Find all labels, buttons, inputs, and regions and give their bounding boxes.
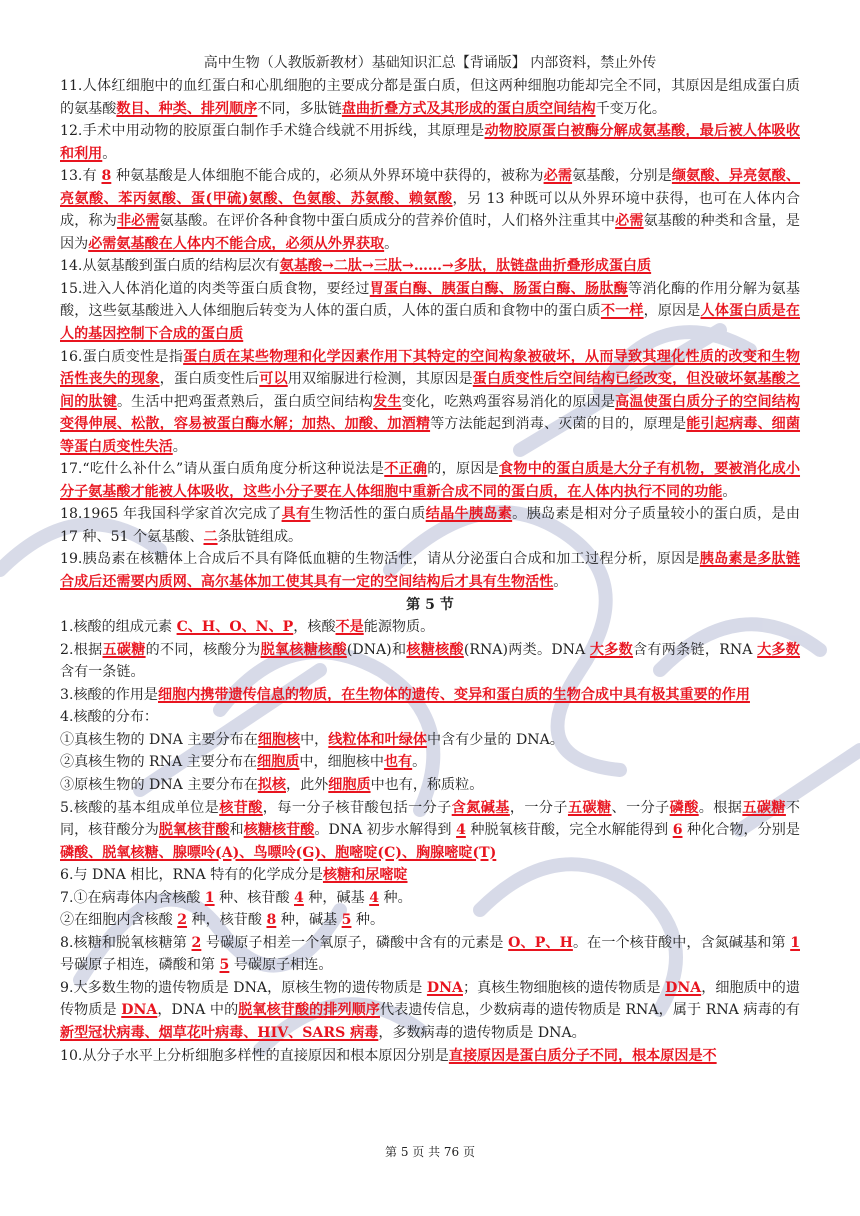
answer-highlight: 核糖核苷酸 bbox=[243, 822, 315, 839]
text-run: 10.从分子水平上分析细胞多样性的直接原因和根本原因分别是 bbox=[60, 1047, 449, 1064]
text-run: 号碳原子相差一个氧原子，磷酸中含有的元素是 bbox=[201, 934, 509, 951]
text-run: ，另 13 种既可以从外界环境中获得，也可在人体内合成，称为 bbox=[60, 190, 800, 230]
answer-highlight: 具有 bbox=[281, 506, 311, 523]
text-run: 18.1965 年我国科学家首次完成了 bbox=[60, 506, 282, 523]
paragraph bbox=[60, 503, 800, 548]
text-run: ；真核生物细胞核的遗传物质是 bbox=[462, 979, 666, 996]
text-run: 1.核酸的组成元素 bbox=[60, 619, 177, 636]
answer-highlight: O、P、H bbox=[508, 934, 573, 951]
answer-highlight: 拟核 bbox=[257, 776, 286, 793]
answer-highlight: 缬氨酸、异亮氨酸、亮氨酸、苯丙氨酸、蛋(甲硫)氨酸、色氨酸、苏氨酸、赖氨酸 bbox=[60, 168, 801, 207]
answer-highlight: 人体蛋白质是在人的基因控制下合成的蛋白质 bbox=[60, 303, 801, 343]
answer-highlight: 可以 bbox=[259, 371, 288, 388]
text-run: 生物活性的蛋白质 bbox=[310, 506, 426, 523]
answer-highlight: 盘曲折叠方式及其形成的蛋白质空间结构 bbox=[341, 100, 596, 117]
answer-highlight: 核苷酸 bbox=[219, 799, 263, 816]
text-run: 不同，多肽链 bbox=[257, 100, 342, 117]
text-run: 9.大多数生物的遗传物质是 DNA，原核生物的遗传物质是 bbox=[60, 979, 427, 996]
text-run: 13.有 bbox=[60, 168, 102, 185]
answer-highlight: 脱氧核糖核酸 bbox=[260, 641, 347, 658]
text-run: (RNA)两类。DNA bbox=[463, 641, 590, 658]
answer-highlight: DNA bbox=[665, 979, 702, 996]
text-run: 14.从氨基酸到蛋白质的结构层次有 bbox=[60, 258, 280, 275]
text-run: 12.手术中用动物的胶原蛋白制作手术缝合线就不用拆线，其原理是 bbox=[60, 123, 485, 140]
answer-highlight: 脱氧核苷酸 bbox=[158, 822, 230, 839]
text-run: 17.“吃什么补什么”请从蛋白质角度分析这种说法是 bbox=[60, 461, 385, 478]
text-run: 3.核酸的作用是 bbox=[60, 686, 159, 703]
paragraph bbox=[60, 278, 800, 346]
text-run: 5.核酸的基本组成单位是 bbox=[60, 799, 220, 816]
text-run: 用双缩脲进行检测，其原因是 bbox=[287, 371, 473, 388]
answer-highlight: 4 bbox=[369, 889, 379, 906]
answer-highlight: 不是 bbox=[335, 619, 364, 636]
answer-highlight: 细胞核 bbox=[257, 731, 301, 748]
paragraph bbox=[60, 346, 800, 459]
paragraph bbox=[60, 255, 800, 278]
answer-highlight: 6 bbox=[672, 822, 683, 839]
answer-highlight: 数目、种类、排列顺序 bbox=[116, 100, 258, 117]
text-run: 号碳原子相连，磷酸和第 bbox=[60, 957, 220, 974]
answer-highlight: C、H、O、N、P bbox=[176, 619, 294, 636]
text-run: 。 bbox=[172, 438, 187, 455]
answer-highlight: 必需 bbox=[543, 168, 573, 185]
text-run: 。 bbox=[384, 235, 399, 252]
answer-highlight: 必需氨基酸在人体内不能合成，必须从外界获取 bbox=[88, 235, 385, 252]
text-run: ，每一分子核苷酸包括一分子 bbox=[262, 799, 452, 816]
answer-highlight: 4 bbox=[456, 822, 466, 839]
answer-highlight: 五碳糖 bbox=[102, 641, 146, 658]
text-run: 种，碱基 bbox=[303, 889, 370, 906]
text-run: 等消化酶的作用分解为氨基酸，这些氨基酸进入人体细胞后转变为人体的蛋白质，人体的蛋白质和食物中的蛋白质 bbox=[60, 280, 800, 320]
answer-highlight: 食物中的蛋白质是大分子有机物，要被消化成小分子氨基酸才能被人体吸收，这些小分子要在人体细胞中重新合成不同的蛋白质，在人体内执行不同的功能 bbox=[60, 461, 801, 500]
text-run: 种。 bbox=[379, 889, 412, 906]
text-run: 7.①在病毒体内含核酸 bbox=[60, 889, 205, 906]
answer-highlight: 五碳糖 bbox=[742, 799, 786, 816]
answer-highlight: 1 bbox=[204, 889, 215, 906]
text-run: 11.人体红细胞中的血红蛋白和心肌细胞的主要成分都是蛋白质，但这两种细胞功能却完全不同，其原因是组成蛋白质的氨基酸 bbox=[60, 78, 800, 117]
answer-highlight: 能引起病毒、细菌等蛋白质变性失活 bbox=[60, 416, 801, 455]
text-run: 中， bbox=[300, 731, 329, 748]
answer-highlight: 磷酸 bbox=[669, 799, 699, 816]
paragraph bbox=[60, 458, 800, 503]
answer-highlight: 5 bbox=[219, 957, 230, 974]
text-run: 6.与 DNA 相比，RNA 特有的化学成分是 bbox=[60, 867, 323, 884]
text-run: 代表遗传信息，少数病毒的遗传物质是 RNA，属于 RNA 病毒的有 bbox=[379, 1002, 801, 1019]
answer-highlight: 核糖核酸 bbox=[406, 641, 464, 658]
document-body bbox=[60, 75, 800, 1067]
answer-highlight: 二 bbox=[203, 528, 218, 545]
answer-highlight: 高温使蛋白质分子的空间结构变得伸展、松散，容易被蛋白酶水解；加热、加酸、加酒精 bbox=[60, 393, 801, 433]
text-run: 。生活中把鸡蛋煮熟后，蛋白质空间结构 bbox=[116, 393, 374, 410]
text-run: 15.进入人体消化道的肉类等蛋白质食物，要经过 bbox=[60, 280, 370, 297]
text-run: 8.核糖和脱氧核糖第 bbox=[60, 934, 192, 951]
answer-highlight: 脱氧核苷酸的排列顺序 bbox=[238, 1002, 380, 1019]
text-run: 。 bbox=[553, 574, 568, 591]
answer-highlight: 直接原因是蛋白质分子不同，根本原因是不 bbox=[448, 1047, 717, 1064]
text-run: 种化合物，分别是 bbox=[682, 822, 801, 839]
text-run: 16.蛋白质变性是指 bbox=[60, 348, 184, 365]
answer-highlight: 动物胶原蛋白被酶分解成氨基酸，最后被人体吸收和利用 bbox=[60, 123, 800, 162]
text-run: 、一分子 bbox=[611, 799, 670, 816]
text-run: ②在细胞内含核酸 bbox=[60, 912, 178, 929]
text-run: 号碳原子相连。 bbox=[229, 957, 333, 974]
text-run: 氨基酸的种类和含量，是因为 bbox=[60, 213, 801, 252]
text-run: 千变万化。 bbox=[595, 100, 667, 117]
text-run: 。 bbox=[102, 145, 117, 162]
text-run: 不同，核苷酸分为 bbox=[60, 799, 801, 839]
page-header: 高中生物（人教版新教材）基础知识汇总【背诵版】 内部资料，禁止外传 bbox=[203, 55, 657, 71]
text-run: ，细胞质中的遗传物质是 bbox=[60, 979, 801, 1019]
page-footer: 第 5 页 共 76 页 bbox=[385, 1145, 475, 1159]
paragraph bbox=[60, 120, 800, 165]
text-run: 。在一个核苷酸中，含氮碱基和第 bbox=[572, 934, 791, 951]
text-run: ③原核生物的 DNA 主要分布在 bbox=[60, 776, 258, 793]
text-run: 4.核酸的分布： bbox=[60, 709, 159, 726]
text-run: 种。 bbox=[351, 912, 385, 929]
paragraph bbox=[60, 1045, 800, 1068]
text-run: 变化，吃熟鸡蛋容易消化的原因是 bbox=[401, 393, 616, 410]
paragraph bbox=[60, 616, 800, 639]
paragraph bbox=[60, 548, 800, 593]
answer-highlight: 4 bbox=[294, 889, 304, 906]
text-run: 等方法能起到消毒、灭菌的目的，原理是 bbox=[430, 416, 687, 433]
text-run: ，原因是 bbox=[643, 303, 701, 320]
text-run: ，多数病毒的遗传物质是 DNA。 bbox=[378, 1024, 586, 1041]
text-run: ，核酸 bbox=[293, 619, 336, 636]
paragraph bbox=[60, 977, 800, 1045]
text-run: 的，原因是 bbox=[427, 461, 500, 478]
text-run: 种、核苷酸 bbox=[214, 889, 295, 906]
text-run: 含有一条链。 bbox=[60, 664, 145, 681]
text-run: 第 5 节 bbox=[406, 596, 454, 613]
text-run: 。 bbox=[722, 483, 737, 500]
text-run: ，蛋白质变性后 bbox=[159, 371, 260, 388]
text-run: ，一分子 bbox=[509, 799, 568, 816]
answer-highlight: 蛋白质在某些物理和化学因素作用下其特定的空间构象被破坏，从而导致其理化性质的改变和生物活性丧失的现象 bbox=[60, 348, 800, 388]
text-run: ，DNA 中的 bbox=[157, 1002, 239, 1019]
text-run: 中含有少量的 DNA。 bbox=[426, 731, 564, 748]
answer-highlight: 非必需 bbox=[116, 213, 160, 230]
answer-highlight: 胰岛素是多肽链合成后还需要内质网、高尔基体加工使其具有一定的空间结构后才具有生物活性 bbox=[60, 551, 800, 591]
paragraph bbox=[60, 909, 800, 932]
paragraph bbox=[60, 774, 800, 797]
section-title bbox=[60, 594, 800, 617]
text-run: 中，细胞核中 bbox=[299, 754, 384, 771]
text-run: 能源物质。 bbox=[363, 619, 435, 636]
paragraph bbox=[60, 887, 800, 910]
paragraph bbox=[60, 165, 800, 255]
paragraph bbox=[60, 864, 800, 887]
paragraph bbox=[60, 932, 800, 977]
text-run: 种氨基酸是人体细胞不能合成的，必须从外界环境中获得的，被称为 bbox=[111, 168, 544, 185]
answer-highlight: 5 bbox=[341, 912, 352, 929]
answer-highlight: 也有 bbox=[383, 754, 413, 771]
text-run: 。 bbox=[412, 754, 427, 771]
text-run: ①真核生物的 DNA 主要分布在 bbox=[60, 731, 258, 748]
text-run: 氨基酸，分别是 bbox=[572, 168, 672, 185]
answer-highlight: 不正确 bbox=[384, 461, 428, 478]
answer-highlight: 结晶牛胰岛素 bbox=[425, 506, 513, 523]
answer-highlight: 细胞内携带遗传信息的物质，在生物体的遗传、变异和蛋白质的生物合成中具有极其重要的作用 bbox=[158, 686, 750, 703]
text-run: 。DNA 初步水解得到 bbox=[314, 822, 457, 839]
answer-highlight: 五碳糖 bbox=[567, 799, 612, 816]
text-run: ，此外 bbox=[286, 776, 329, 793]
paragraph bbox=[60, 639, 800, 684]
text-run: 19.胰岛素在核糖体上合成后不具有降低血糖的生物活性，请从分泌蛋白合成和加工过程分析，原因是 bbox=[60, 551, 700, 568]
text-run: 种脱氧核苷酸，完全水解能得到 bbox=[465, 822, 673, 839]
paragraph bbox=[60, 706, 800, 729]
text-run: ②真核生物的 RNA 主要分布在 bbox=[60, 754, 258, 771]
paragraph bbox=[60, 797, 800, 865]
answer-highlight: 2 bbox=[191, 934, 202, 951]
text-run: 种，核苷酸 bbox=[187, 912, 267, 929]
answer-highlight: 含氮碱基 bbox=[451, 799, 510, 816]
answer-highlight: 新型冠状病毒、烟草花叶病毒、HIV、SARS 病毒 bbox=[60, 1024, 379, 1041]
text-run: 2.根据 bbox=[60, 641, 103, 658]
paragraph bbox=[60, 729, 800, 752]
text-run: 氨基酸。在评价各种食物中蛋白质成分的营养价值时，人们格外注重其中 bbox=[159, 213, 616, 230]
text-run: 含有两条链，RNA bbox=[633, 641, 758, 658]
answer-highlight: 不一样 bbox=[600, 303, 644, 320]
text-run: 和 bbox=[229, 822, 244, 839]
answer-highlight: 发生 bbox=[373, 393, 402, 410]
text-run: 的不同，核酸分为 bbox=[145, 641, 261, 658]
answer-highlight: 必需 bbox=[615, 213, 644, 230]
text-run: 中也有，称质粒。 bbox=[370, 776, 484, 793]
answer-highlight: 8 bbox=[101, 168, 112, 185]
text-run: 。胰岛素是相对分子质量较小的蛋白质，是由 17 种、51 个氨基酸、 bbox=[60, 506, 801, 545]
text-run: 条肽链组成。 bbox=[217, 528, 303, 545]
answer-highlight: 2 bbox=[177, 912, 188, 929]
answer-highlight: 蛋白质变性后空间结构已经改变，但没破坏氨基酸之间的肽键 bbox=[60, 371, 801, 410]
text-run: 种，碱基 bbox=[276, 912, 342, 929]
answer-highlight: 胃蛋白酶、胰蛋白酶、肠蛋白酶、肠肽酶 bbox=[369, 280, 629, 297]
answer-highlight: DNA bbox=[426, 979, 463, 996]
answer-highlight: 大多数 bbox=[757, 641, 801, 658]
answer-highlight: 磷酸、脱氧核糖、腺嘌呤(A)、鸟嘌呤(G)、胞嘧啶(C)、胸腺嘧啶(T) bbox=[60, 844, 497, 861]
answer-highlight: 核糖和尿嘧啶 bbox=[322, 867, 408, 884]
answer-highlight: 细胞质 bbox=[257, 754, 300, 771]
answer-highlight: 线粒体和叶绿体 bbox=[328, 731, 427, 748]
paragraph bbox=[60, 684, 800, 707]
answer-highlight: DNA bbox=[121, 1002, 158, 1019]
paragraph bbox=[60, 751, 800, 774]
answer-highlight: 氨基酸→二肽→三肽→……→多肽，肽链盘曲折叠形成蛋白质 bbox=[279, 258, 652, 275]
paragraph bbox=[60, 75, 800, 120]
answer-highlight: 8 bbox=[266, 912, 277, 929]
text-run: 。根据 bbox=[698, 799, 743, 816]
answer-highlight: 大多数 bbox=[589, 641, 634, 658]
text-run: (DNA)和 bbox=[346, 641, 407, 658]
answer-highlight: 1 bbox=[790, 934, 800, 951]
answer-highlight: 细胞质 bbox=[328, 776, 371, 793]
